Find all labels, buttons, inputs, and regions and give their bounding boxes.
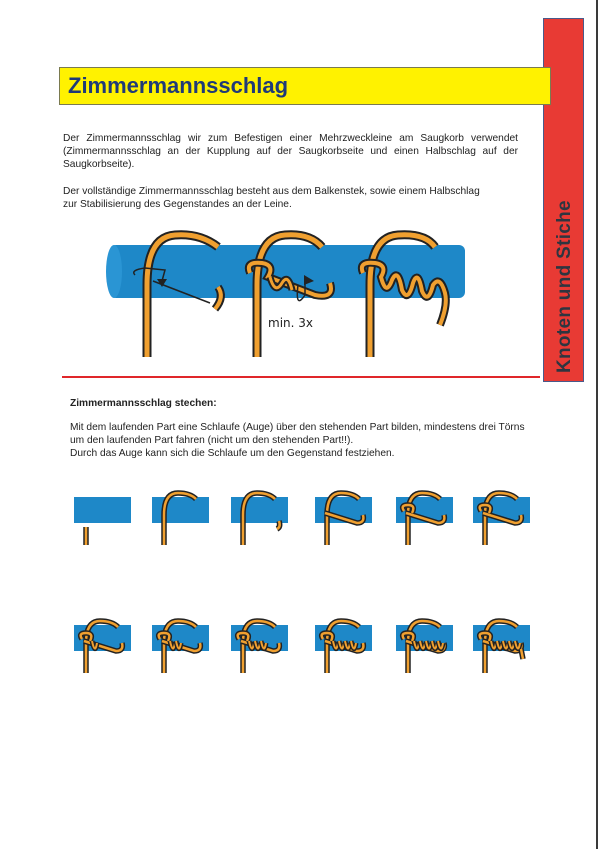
step-illustration-2: [150, 485, 214, 545]
step-illustration-5: [394, 485, 458, 545]
instruction-line-1: Mit dem laufenden Part eine Schlaufe (Auge) über den stehenden Part bilden, mindestens drei Törns um den laufenden Part fahren (nicht um den stehenden Part!!).: [70, 422, 525, 447]
turns-caption: min. 3x: [268, 316, 313, 330]
title-banner: [59, 67, 551, 105]
main-knot-illustration: [100, 225, 470, 360]
page-edge-line: [596, 0, 598, 849]
step-illustration-12: [471, 613, 535, 673]
step-illustration-9: [229, 613, 293, 673]
step-illustration-11: [394, 613, 458, 673]
intro-paragraph-1: Der Zimmermannsschlag wir zum Befestigen einer Mehrzweckleine am Saugkorb verwendet (Zimmermannsschlag an der Kupplung auf der Saugkorbseite und einen Halbschlag auf der Saugkorbseite).: [63, 133, 518, 171]
step-illustration-1: [72, 485, 136, 545]
instruction-line-2: Durch das Auge kann sich die Schlaufe um den Gegenstand festziehen.: [70, 448, 395, 460]
page-title: Zimmermannsschlag: [68, 73, 289, 98]
step-illustration-7: [72, 613, 136, 673]
pole-block: [152, 497, 209, 523]
step-illustration-4: [313, 485, 377, 545]
step-illustration-10: [313, 613, 377, 673]
step-illustration-3: [229, 485, 293, 545]
category-label: Knoten und Stiche: [553, 200, 575, 373]
section-heading: Zimmermannsschlag stechen:: [70, 398, 217, 409]
step-illustration-8: [150, 613, 214, 673]
intro-paragraph-2: Der vollständige Zimmermannsschlag besteht aus dem Balkenstek, sowie einem Halbschlag zur Stabilisierung des Gegenstandes an der Leine.: [63, 186, 480, 211]
pole-block: [74, 497, 131, 523]
pole-block: [231, 497, 288, 523]
section-divider: [62, 376, 540, 378]
section-instructions: [70, 421, 530, 461]
step-illustration-6: [471, 485, 535, 545]
